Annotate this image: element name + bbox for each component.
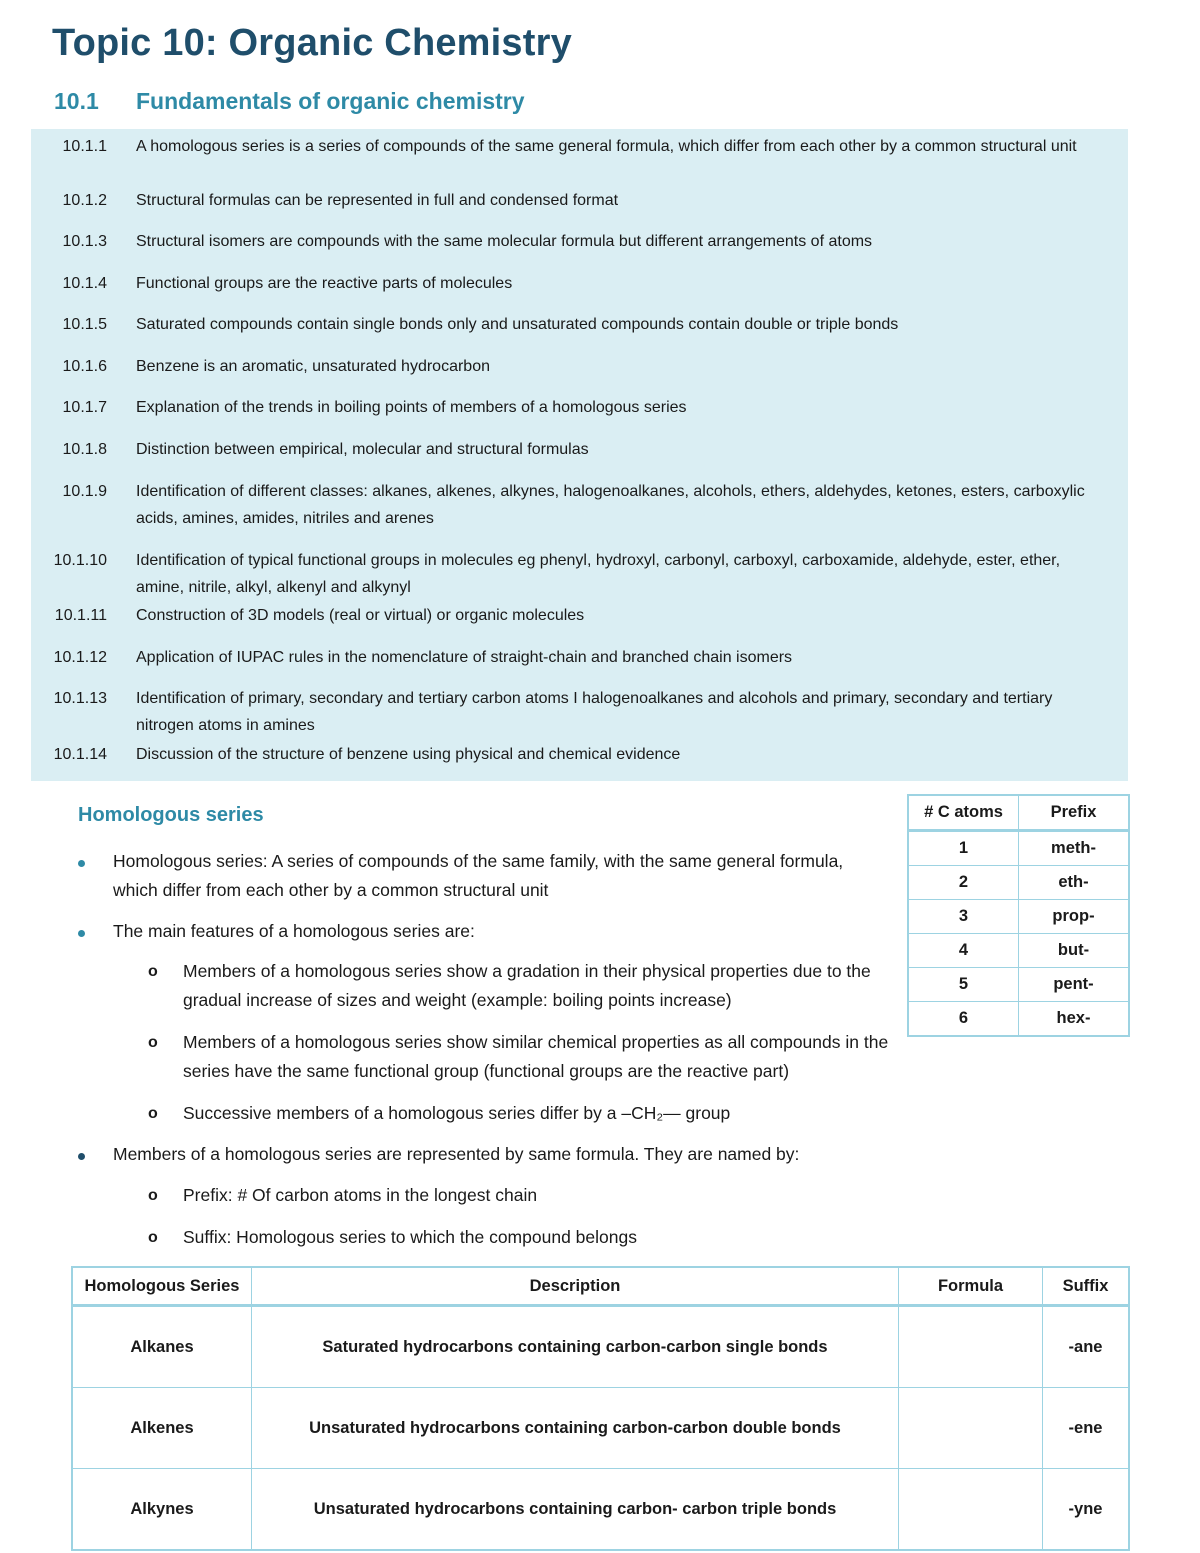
table-header-row — [72, 1267, 1129, 1306]
table-header-row — [908, 795, 1129, 831]
table-row — [908, 934, 1129, 968]
prefix-cell: hex- — [1019, 1002, 1130, 1037]
objective-text: Structural formulas can be represented in full and condensed format — [136, 192, 619, 209]
homologous-series-table — [71, 1266, 1130, 1551]
formula-cell — [899, 1306, 1043, 1388]
sub-bullet-marker: o — [148, 1034, 158, 1051]
table-row — [908, 968, 1129, 1002]
carbon-count-cell: 1 — [908, 831, 1019, 866]
prefix-cell: pent- — [1019, 968, 1130, 1002]
formula-cell — [899, 1388, 1043, 1469]
sub-bullet-marker: o — [148, 1105, 158, 1122]
carbon-count-cell: 6 — [908, 1002, 1019, 1037]
suffix-cell: -yne — [1043, 1469, 1130, 1551]
sub-bullet-text: Members of a homologous series show a gradation in their physical properties due to the gradual increase of sizes and weight (example: boiling points increase) — [183, 961, 871, 1010]
objective-text: Identification of primary, secondary and tertiary carbon atoms I halogenoalkanes and alcohols and primary, secondary and tertiary nitrogen atoms in amines — [136, 690, 1053, 734]
table-row — [908, 1002, 1129, 1037]
objective-text: Distinction between empirical, molecular and structural formulas — [136, 441, 589, 458]
bullet-text: Homologous series: A series of compounds of the same family, with the same general formula, which differ from each other by a common structural unit — [113, 851, 844, 900]
objective-text: Discussion of the structure of benzene using physical and chemical evidence — [136, 746, 681, 763]
sub-bullet-item — [148, 1223, 898, 1252]
objectives-box — [31, 129, 1128, 781]
sub-bullet-text: Suffix: Homologous series to which the compound belongs — [183, 1227, 637, 1247]
section-title: Fundamentals of organic chemistry — [136, 88, 525, 114]
objective-text: Explanation of the trends in boiling points of members of a homologous series — [136, 399, 687, 416]
objective-number: 10.1.5 — [62, 316, 107, 333]
objective-text: Identification of typical functional groups in molecules eg phenyl, hydroxyl, carbonyl, carboxyl, carboxamide, aldehyde, ester, ether, amine, nitrile, alkyl, alkenyl and alkynyl — [136, 552, 1061, 596]
sub-bullet-item — [148, 1099, 898, 1128]
objective-number: 10.1.10 — [53, 552, 107, 569]
objective-text: Application of IUPAC rules in the nomenclature of straight-chain and branched chain isomers — [136, 649, 793, 666]
objective-text: Structural isomers are compounds with the same molecular formula but different arrangements of atoms — [136, 233, 873, 250]
bullet-dot — [78, 1140, 85, 1169]
bullet-item — [78, 917, 858, 946]
objective-number: 10.1.12 — [53, 649, 107, 666]
suffix-cell: -ane — [1043, 1306, 1130, 1388]
series-name-cell: Alkynes — [72, 1469, 252, 1551]
objective-text: Functional groups are the reactive parts of molecules — [136, 275, 513, 292]
column-header-formula: Formula — [899, 1267, 1043, 1306]
prefix-cell: eth- — [1019, 866, 1130, 900]
carbon-count-cell: 4 — [908, 934, 1019, 968]
objective-text: A homologous series is a series of compounds of the same general formula, which differ from each other by a common structural unit — [136, 138, 1077, 155]
carbon-count-cell: 5 — [908, 968, 1019, 1002]
table-row — [72, 1469, 1129, 1551]
suffix-cell: -ene — [1043, 1388, 1130, 1469]
objective-number: 10.1.11 — [54, 607, 107, 624]
prefix-cell: meth- — [1019, 831, 1130, 866]
prefix-cell: but- — [1019, 934, 1130, 968]
objective-number: 10.1.13 — [53, 690, 107, 707]
carbon-count-cell: 3 — [908, 900, 1019, 934]
bullet-dot — [78, 917, 85, 946]
sub-bullet-marker: o — [148, 1229, 158, 1246]
sub-bullet-item — [148, 1181, 898, 1210]
section-number: 10.1 — [54, 88, 99, 114]
objective-number: 10.1.2 — [62, 192, 107, 209]
column-header-series: Homologous Series — [72, 1267, 252, 1306]
column-header-prefix: Prefix — [1019, 795, 1130, 831]
carbon-prefix-table — [907, 794, 1130, 1037]
table-row — [908, 831, 1129, 866]
page-title: Topic 10: Organic Chemistry — [52, 22, 572, 64]
carbon-count-cell: 2 — [908, 866, 1019, 900]
objective-text: Benzene is an aromatic, unsaturated hydrocarbon — [136, 358, 490, 375]
objective-number: 10.1.8 — [62, 441, 107, 458]
formula-cell — [899, 1469, 1043, 1551]
bullet-text: Members of a homologous series are represented by same formula. They are named by: — [113, 1144, 800, 1164]
column-header-suffix: Suffix — [1043, 1267, 1130, 1306]
homologous-series-heading: Homologous series — [78, 804, 264, 826]
table-row — [908, 900, 1129, 934]
bullet-item — [78, 1140, 898, 1169]
sub-bullet-item — [148, 957, 898, 1015]
bullet-dot — [78, 847, 85, 876]
objective-number: 10.1.7 — [62, 399, 107, 416]
objective-text: Saturated compounds contain single bonds only and unsaturated compounds contain double or triple bonds — [136, 316, 899, 333]
objective-number: 10.1.6 — [62, 358, 107, 375]
column-header-description: Description — [252, 1267, 899, 1306]
prefix-cell: prop- — [1019, 900, 1130, 934]
objective-number: 10.1.14 — [53, 746, 107, 763]
table-row — [908, 866, 1129, 900]
series-name-cell: Alkenes — [72, 1388, 252, 1469]
table-row — [72, 1388, 1129, 1469]
sub-bullet-text: Successive members of a homologous series differ by a –CH₂— group — [183, 1103, 731, 1123]
description-cell: Saturated hydrocarbons containing carbon-carbon single bonds — [252, 1306, 899, 1388]
sub-bullet-text: Members of a homologous series show similar chemical properties as all compounds in the series have the same functional group (functional groups are the reactive part) — [183, 1032, 889, 1081]
objective-number: 10.1.1 — [62, 138, 107, 155]
table-row — [72, 1306, 1129, 1388]
objective-number: 10.1.9 — [62, 483, 107, 500]
objective-number: 10.1.3 — [62, 233, 107, 250]
objective-text: Construction of 3D models (real or virtual) or organic molecules — [136, 607, 585, 624]
bullet-text: The main features of a homologous series are: — [113, 921, 475, 941]
series-name-cell: Alkanes — [72, 1306, 252, 1388]
sub-bullet-text: Prefix: # Of carbon atoms in the longest chain — [183, 1185, 538, 1205]
description-cell: Unsaturated hydrocarbons containing carbon- carbon triple bonds — [252, 1469, 899, 1551]
description-cell: Unsaturated hydrocarbons containing carbon-carbon double bonds — [252, 1388, 899, 1469]
objective-number: 10.1.4 — [62, 275, 107, 292]
sub-bullet-marker: o — [148, 1187, 158, 1204]
column-header-carbon-atoms: # C atoms — [908, 795, 1019, 831]
sub-bullet-marker: o — [148, 963, 158, 980]
sub-bullet-item — [148, 1028, 908, 1086]
objective-text: Identification of different classes: alkanes, alkenes, alkynes, halogenoalkanes, alcohols, ethers, aldehydes, ketones, esters, carboxylic acids, amines, amides, nitriles and arenes — [136, 483, 1085, 527]
